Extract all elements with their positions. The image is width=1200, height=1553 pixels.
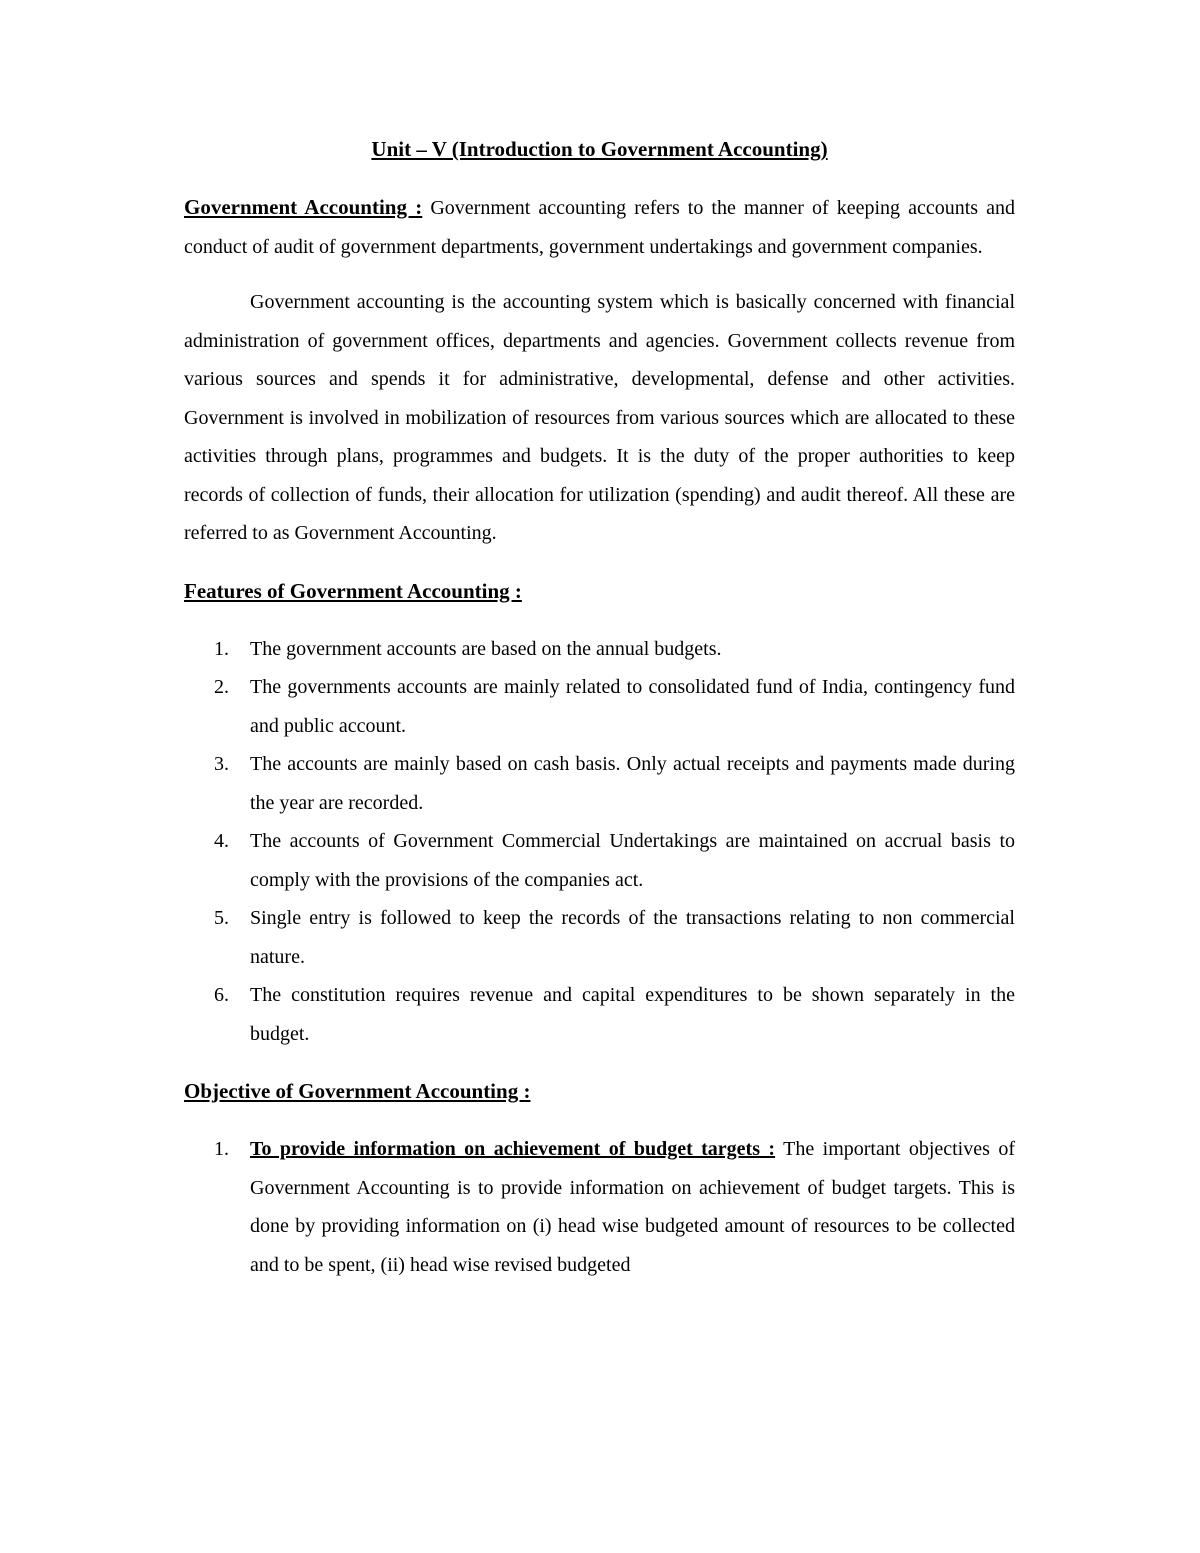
list-item-number: 1. (214, 1138, 229, 1160)
objectives-list (184, 1130, 1015, 1284)
list-item (184, 745, 1015, 822)
list-item-number: 2. (214, 676, 229, 698)
objective-term: To provide information on achievement of budget targets : (250, 1138, 776, 1160)
list-item-number: 3. (214, 753, 229, 775)
list-item-number: 4. (214, 830, 229, 852)
list-item-number: 6. (214, 984, 229, 1006)
list-item-text: Single entry is followed to keep the records of the transactions relating to non commercial nature. (250, 907, 1015, 968)
definition-paragraph (184, 188, 1015, 266)
list-item-text: The important objectives of Government Accounting is to provide information on achievement of budget targets. This is done by providing information on (i) head wise budgeted amount of resources to be collected and to be spent, (ii) head wise revised budgeted (250, 1138, 1015, 1276)
definition-term: Government Accounting : (184, 195, 423, 219)
list-item (184, 630, 1015, 669)
list-item (184, 668, 1015, 745)
document-body (184, 130, 1015, 1284)
list-item-text: The accounts are mainly based on cash basis. Only actual receipts and payments made during the year are recorded. (250, 753, 1015, 814)
list-item (184, 822, 1015, 899)
features-heading: Features of Government Accounting : (184, 578, 522, 603)
list-item-text: The constitution requires revenue and capital expenditures to be shown separately in the budget. (250, 984, 1015, 1045)
list-item-text: The accounts of Government Commercial Undertakings are maintained on accrual basis to comply with the provisions of the companies act. (250, 830, 1015, 891)
list-item-number: 5. (214, 907, 229, 929)
body-paragraph: Government accounting is the accounting system which is basically concerned with financial administration of government offices, departments and agencies. Government collects revenue from various sources and spends it for administrative, developmental, defense and other activities. Government is involved in mobilization of resources from various sources which are allocated to these activities through plans, programmes and budgets. It is the duty of the proper authorities to keep records of collection of funds, their allocation for utilization (spending) and audit thereof. All these are referred to as Government Accounting. (184, 291, 1015, 544)
objectives-heading: Objective of Government Accounting : (184, 1079, 531, 1103)
features-list (184, 630, 1015, 1054)
list-item (184, 1130, 1015, 1284)
list-item-text: The governments accounts are mainly related to consolidated fund of India, contingency fund and public account. (250, 676, 1015, 737)
definition-text: Government accounting refers to the manner of keeping accounts and conduct of audit of government departments, government undertakings and government companies. (184, 197, 1015, 258)
list-item-number: 1. (214, 637, 229, 660)
list-item (184, 976, 1015, 1053)
list-item (184, 899, 1015, 976)
page-title: Unit – V (Introduction to Government Accounting) (371, 137, 828, 161)
list-item-text: The government accounts are based on the annual budgets. (250, 637, 722, 660)
